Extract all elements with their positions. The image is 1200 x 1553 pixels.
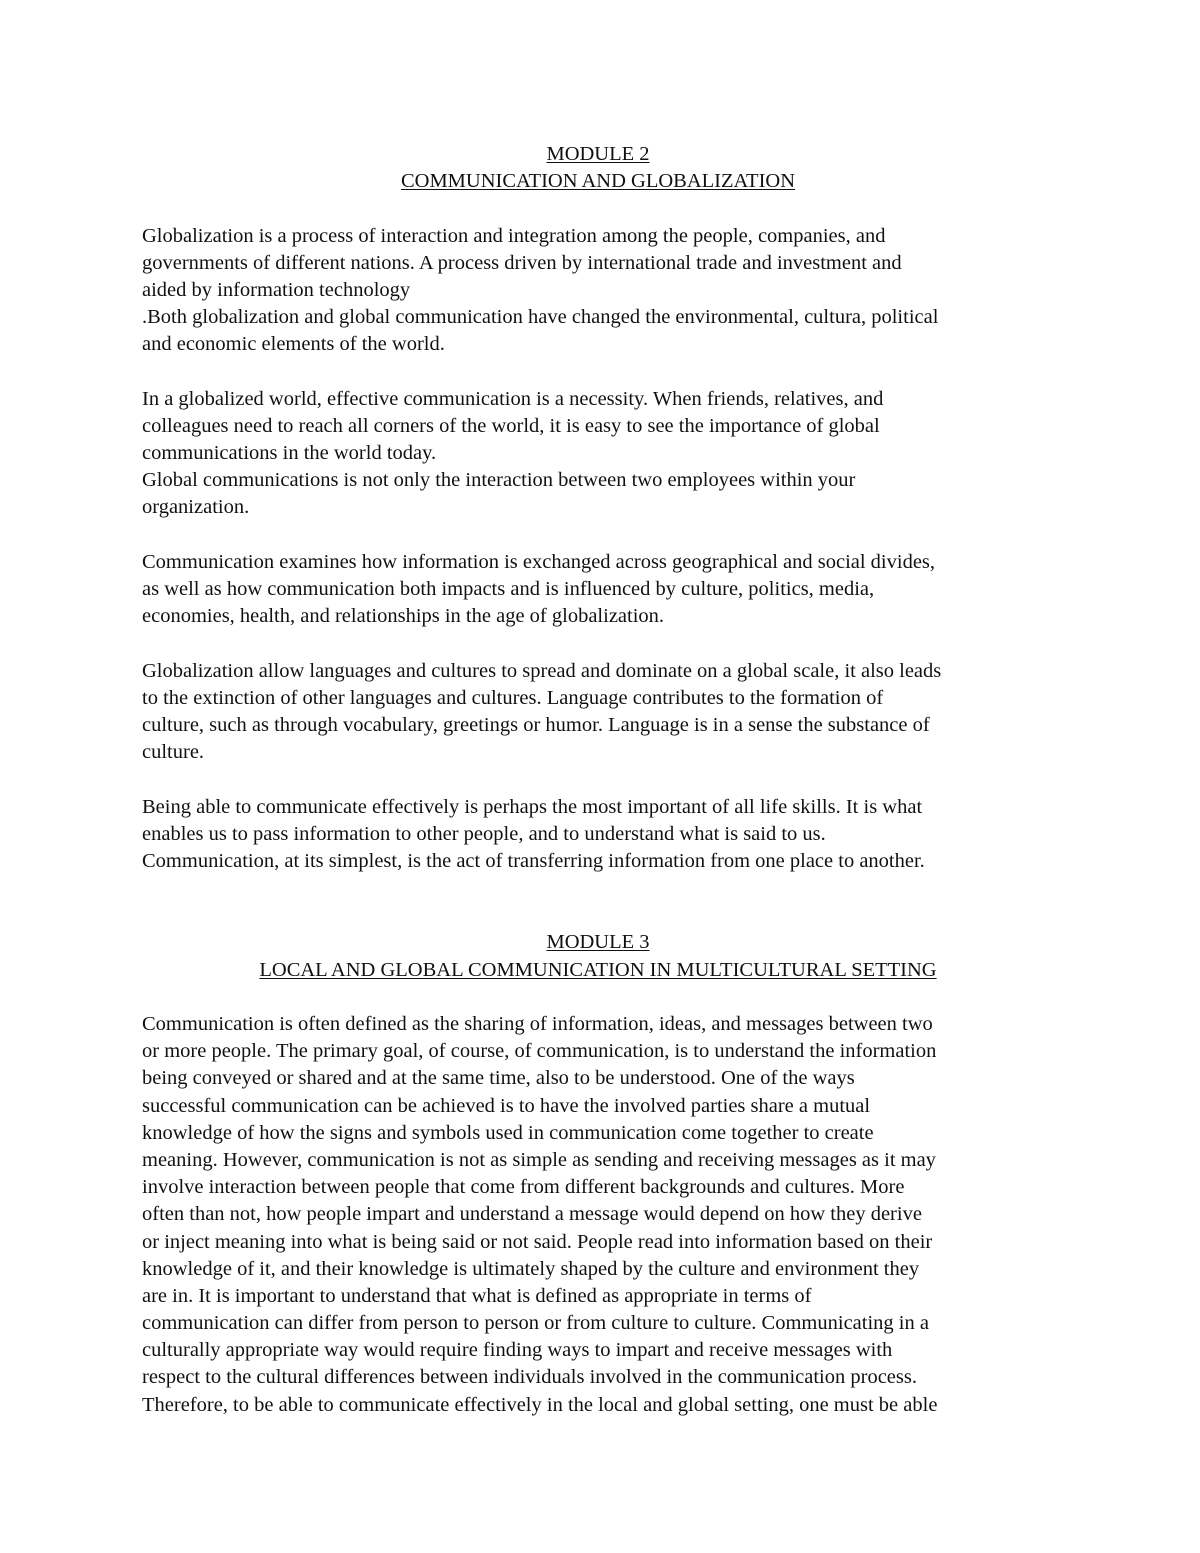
- paragraph-line: knowledge of it, and their knowledge is ultimately shaped by the culture and environment they: [142, 1257, 920, 1280]
- module-3-paragraph-1: [142, 1011, 1060, 1419]
- paragraph-line: .Both globalization and global communication have changed the environmental, cultura, political: [142, 306, 939, 329]
- paragraph-line: colleagues need to reach all corners of the world, it is easy to see the importance of global: [142, 414, 880, 437]
- paragraph-line: respect to the cultural differences between individuals involved in the communication process.: [142, 1366, 917, 1389]
- paragraph-line: being conveyed or shared and at the same time, also to be understood. One of the ways: [142, 1067, 855, 1090]
- module-2-section: [142, 141, 1060, 875]
- paragraph-line: involve interaction between people that come from different backgrounds and cultures. More: [142, 1176, 905, 1199]
- paragraph-line: as well as how communication both impacts and is influenced by culture, politics, media,: [142, 578, 875, 600]
- paragraph-line: enables us to pass information to other people, and to understand what is said to us.: [142, 822, 826, 845]
- module-2-paragraph-1: [142, 223, 1060, 359]
- paragraph-line: meaning. However, communication is not as simple as sending and receiving messages as it may: [142, 1148, 936, 1171]
- module-3-title: LOCAL AND GLOBAL COMMUNICATION IN MULTICULTURAL SETTING: [259, 958, 937, 981]
- paragraph-line: or inject meaning into what is being said or not said. People read into information based on their: [142, 1230, 933, 1253]
- module-2-paragraph-2: [142, 386, 1060, 522]
- paragraph-line: economies, health, and relationships in the age of globalization.: [142, 605, 665, 628]
- paragraph-line: often than not, how people impart and understand a message would depend on how they derive: [142, 1203, 922, 1226]
- module-2-title: COMMUNICATION AND GLOBALIZATION: [400, 170, 796, 193]
- module-2-number: MODULE 2: [546, 143, 650, 165]
- paragraph-line: are in. It is important to understand that what is defined as appropriate in terms of: [142, 1284, 812, 1307]
- paragraph-line: organization.: [142, 496, 250, 519]
- module-2-paragraph-3: [142, 549, 1060, 631]
- paragraph-line: culture, such as through vocabulary, greetings or humor. Language is in a sense the substance of: [142, 713, 930, 736]
- module-3-number: MODULE 3: [546, 931, 650, 954]
- paragraph-line: In a globalized world, effective communication is a necessity. When friends, relatives, and: [142, 387, 884, 410]
- module-2-paragraph-4: [142, 658, 1060, 767]
- paragraph-line: Communication, at its simplest, is the act of transferring information from one place to another.: [142, 849, 925, 872]
- paragraph-line: knowledge of how the signs and symbols used in communication come together to create: [142, 1121, 874, 1144]
- paragraph-line: Communication examines how information is exchanged across geographical and social divides,: [142, 550, 936, 573]
- paragraph-line: Communication is often defined as the sharing of information, ideas, and messages between two: [142, 1013, 933, 1036]
- paragraph-line: or more people. The primary goal, of course, of communication, is to understand the information: [142, 1040, 937, 1063]
- module-3-section: [142, 929, 1060, 1418]
- paragraph-line: Globalization allow languages and cultures to spread and dominate on a global scale, it also leads: [142, 659, 942, 682]
- paragraph-line: to the extinction of other languages and cultures. Language contributes to the formation of: [142, 686, 884, 709]
- paragraph-line: culture.: [142, 741, 205, 764]
- paragraph-line: Therefore, to be able to communicate effectively in the local and global setting, one must be able: [142, 1393, 938, 1416]
- paragraph-line: governments of different nations. A process driven by international trade and investment and: [142, 251, 902, 274]
- paragraph-line: communication can differ from person to person or from culture to culture. Communicating in a: [142, 1312, 929, 1335]
- paragraph-line: Global communications is not only the interaction between two employees within your: [142, 469, 856, 492]
- paragraph-line: culturally appropriate way would require finding ways to impart and receive messages with: [142, 1339, 893, 1362]
- paragraph-line: successful communication can be achieved is to have the involved parties share a mutual: [142, 1094, 871, 1117]
- paragraph-line: Being able to communicate effectively is perhaps the most important of all life skills. It is what: [142, 795, 923, 818]
- paragraph-line: Globalization is a process of interaction and integration among the people, companies, and: [142, 224, 886, 247]
- paragraph-line: aided by information technology: [142, 278, 411, 301]
- paragraph-line: and economic elements of the world.: [142, 333, 445, 356]
- paragraph-line: communications in the world today.: [142, 442, 437, 465]
- module-2-paragraph-5: [142, 794, 1060, 876]
- document-page: [142, 141, 1060, 1419]
